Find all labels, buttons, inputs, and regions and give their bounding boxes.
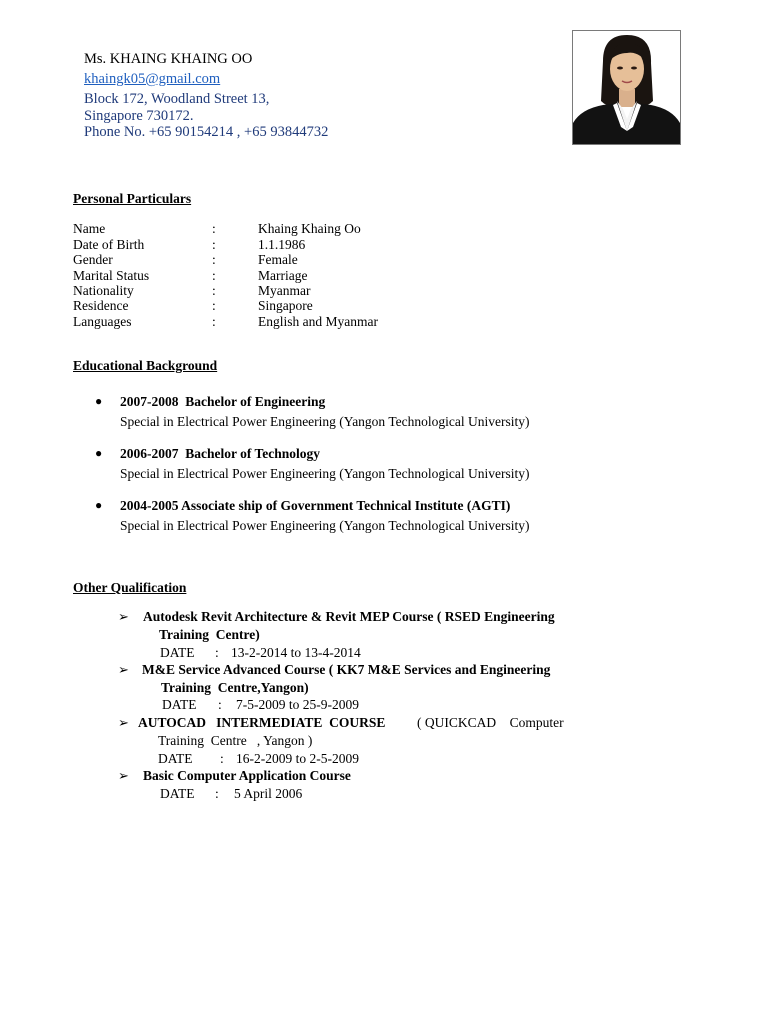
date-value: 16-2-2009 to 2-5-2009 <box>236 751 359 766</box>
qualification-institute: Training Centre , Yangon ) <box>158 733 313 748</box>
row-colon: : <box>212 221 216 236</box>
date-colon: : <box>220 751 224 766</box>
row-colon: : <box>212 298 216 313</box>
qualification-title-rest: ( QUICKCAD Computer <box>417 715 564 730</box>
row-colon: : <box>212 268 216 283</box>
row-value: Marriage <box>258 268 308 283</box>
educational-background-heading: Educational Background <box>73 358 218 373</box>
qualification-title: AUTOCAD INTERMEDIATE COURSE <box>138 715 386 730</box>
row-label: Nationality <box>73 283 134 298</box>
date-value: 13-2-2014 to 13-4-2014 <box>231 645 361 660</box>
row-colon: : <box>212 237 216 252</box>
row-value: Female <box>258 252 298 267</box>
row-label: Languages <box>73 314 132 329</box>
arrow-bullet-icon: ➢ <box>118 662 129 677</box>
row-colon: : <box>212 314 216 329</box>
address-line-1: Block 172, Woodland Street 13, <box>84 91 270 107</box>
row-value: Singapore <box>258 298 313 313</box>
row-label: Name <box>73 221 106 236</box>
address-line-2: Singapore 730172. <box>84 108 194 124</box>
personal-row-gender <box>73 252 493 268</box>
bullet-icon: ● <box>95 394 103 408</box>
portrait-image <box>573 31 680 144</box>
row-value: English and Myanmar <box>258 314 378 329</box>
date-value: 7-5-2009 to 25-9-2009 <box>236 697 359 712</box>
personal-row-dob <box>73 237 493 253</box>
row-value: Myanmar <box>258 283 311 298</box>
personal-row-languages <box>73 314 493 330</box>
email-link[interactable]: khaingk05@gmail.com <box>84 71 221 87</box>
date-label: DATE <box>162 697 197 712</box>
education-title: 2004-2005 Associate ship of Government Technical Institute (AGTI) <box>120 498 511 513</box>
qualification-institute: Training Centre) <box>159 627 260 642</box>
personal-row-name <box>73 221 493 237</box>
qualification-institute: Training Centre,Yangon) <box>161 680 309 695</box>
date-label: DATE <box>158 751 193 766</box>
education-title: 2007-2008 Bachelor of Engineering <box>120 394 326 409</box>
row-label: Residence <box>73 298 129 313</box>
personal-row-residence <box>73 298 493 314</box>
date-colon: : <box>215 645 219 660</box>
date-label: DATE <box>160 645 195 660</box>
profile-photo <box>572 30 681 145</box>
education-description: Special in Electrical Power Engineering (Yangon Technological University) <box>120 414 530 429</box>
other-qualification-heading: Other Qualification <box>73 580 187 595</box>
date-colon: : <box>215 786 219 801</box>
arrow-bullet-icon: ➢ <box>118 609 129 624</box>
qualification-title: Autodesk Revit Architecture & Revit MEP Course ( RSED Engineering <box>143 609 555 624</box>
bullet-icon: ● <box>95 498 103 512</box>
date-value: 5 April 2006 <box>234 786 303 801</box>
row-colon: : <box>212 252 216 267</box>
applicant-name: Ms. KHAING KHAING OO <box>84 51 253 67</box>
row-label: Gender <box>73 252 113 267</box>
personal-row-nationality <box>73 283 493 299</box>
phone-number: Phone No. +65 90154214 , +65 93844732 <box>84 124 329 140</box>
education-description: Special in Electrical Power Engineering (Yangon Technological University) <box>120 518 530 533</box>
education-title: 2006-2007 Bachelor of Technology <box>120 446 321 461</box>
row-label: Date of Birth <box>73 237 145 252</box>
education-description: Special in Electrical Power Engineering (Yangon Technological University) <box>120 466 530 481</box>
row-value: 1.1.1986 <box>258 237 306 252</box>
date-label: DATE <box>160 786 195 801</box>
arrow-bullet-icon: ➢ <box>118 768 129 783</box>
qualification-title: M&E Service Advanced Course ( KK7 M&E Services and Engineering <box>142 662 551 677</box>
date-colon: : <box>218 697 222 712</box>
personal-row-marital-status <box>73 268 493 284</box>
row-label: Marital Status <box>73 268 150 283</box>
row-value: Khaing Khaing Oo <box>258 221 361 236</box>
bullet-icon: ● <box>95 446 103 460</box>
arrow-bullet-icon: ➢ <box>118 715 129 730</box>
qualification-title: Basic Computer Application Course <box>143 768 351 783</box>
row-colon: : <box>212 283 216 298</box>
personal-particulars-heading: Personal Particulars <box>73 191 192 206</box>
